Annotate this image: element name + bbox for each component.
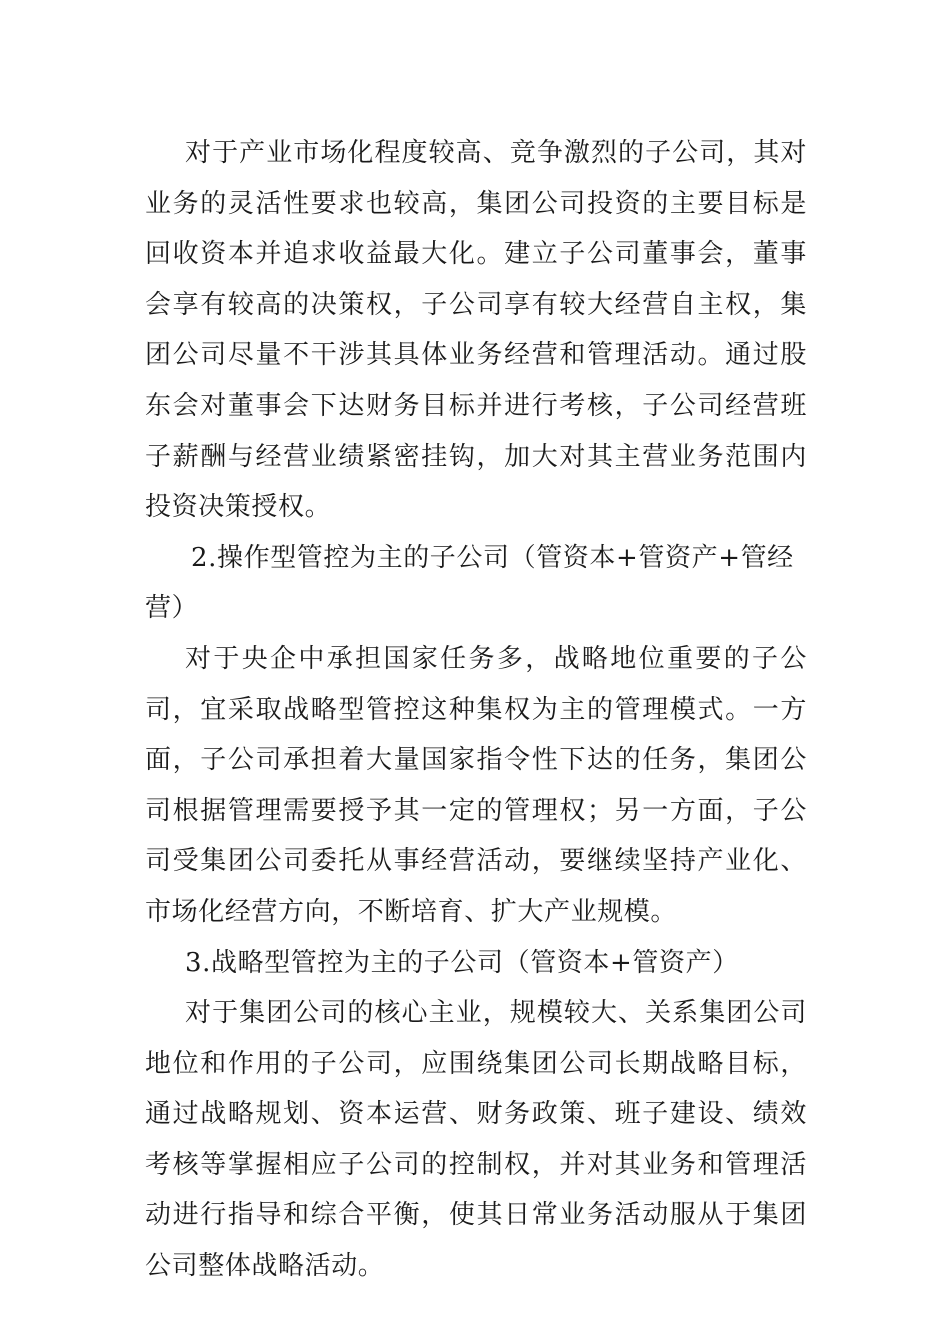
paragraph-operational-control: 对于央企中承担国家任务多，战略地位重要的子公司，宜采取战略型管控这种集权为主的管理模式。一方面，子公司承担着大量国家指令性下达的任务，集团公司根据管理需要授予其一定的管理权；另一方面，子公司受集团公司委托从事经营活动，要继续坚持产业化、市场化经营方向，不断培育、扩大产业规模。: [145, 643, 807, 927]
section-heading-strategic-control: 3.战略型管控为主的子公司（管资本+管资产）: [185, 947, 739, 978]
paragraph-market-subsidiaries: 对于产业市场化程度较高、竞争激烈的子公司，其对业务的灵活性要求也较高，集团公司投资的主要目标是回收资本并追求收益最大化。建立子公司董事会，董事会享有较高的决策权，子公司享有较大经营自主权，集团公司尽量不干涉其具体业务经营和管理活动。通过股东会对董事会下达财务目标并进行考核，子公司经营班子薪酬与经营业绩紧密挂钩，加大对其主营业务范围内投资决策授权。: [145, 138, 807, 523]
section-heading-operational-control: 2.操作型管控为主的子公司（管资本+管资产+管经营）: [145, 542, 794, 624]
document-body: [145, 128, 807, 1292]
paragraph-strategic-control: 对于集团公司的核心主业，规模较大、关系集团公司地位和作用的子公司，应围绕集团公司长期战略目标，通过战略规划、资本运营、财务政策、班子建设、绩效考核等掌握相应子公司的控制权，并对其业务和管理活动进行指导和综合平衡，使其日常业务活动服从于集团公司整体战略活动。: [145, 998, 807, 1282]
